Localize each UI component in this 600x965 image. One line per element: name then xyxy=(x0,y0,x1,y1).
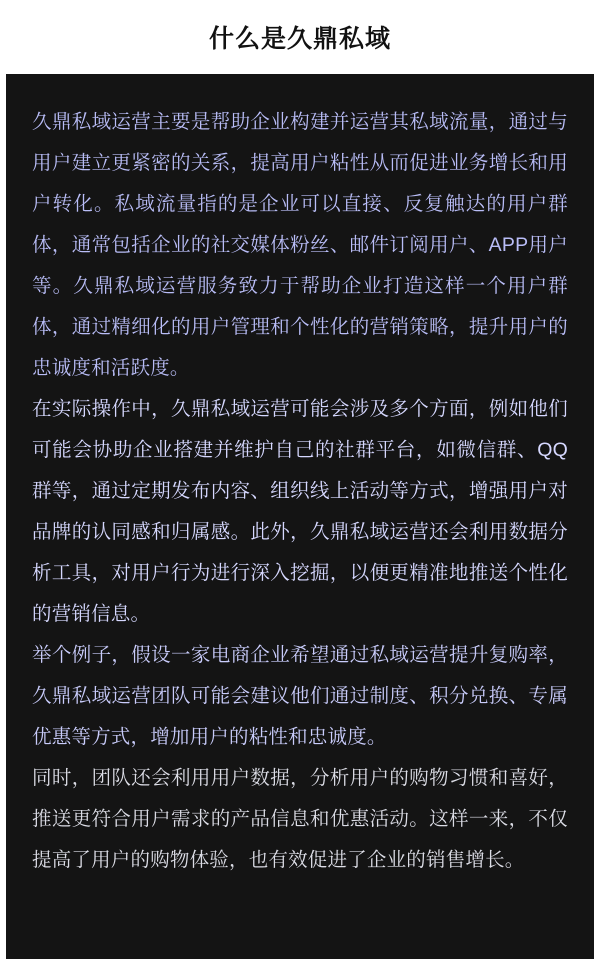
article-paragraph: 举个例子，假设一家电商企业希望通过私域运营提升复购率，久鼎私域运营团队可能会建议他们通过制度、积分兑换、专属优惠等方式，增加用户的粘性和忠诚度。 xyxy=(32,644,568,748)
page-title-bar xyxy=(0,0,600,74)
article-body xyxy=(6,74,594,959)
page-title: 什么是久鼎私域 xyxy=(208,25,391,53)
article-paragraph: 久鼎私域运营主要是帮助企业构建并运营其私域流量，通过与用户建立更紧密的关系，提高用户粘性从而促进业务增长和用户转化。私域流量指的是企业可以直接、反复触达的用户群体，通常包括企业的社交媒体粉丝、邮件订阅用户、APP用户等。久鼎私域运营服务致力于帮助企业打造这样一个用户群体，通过精细化的用户管理和个性化的营销策略，提升用户的忠诚度和活跃度。 xyxy=(32,111,568,379)
article-paragraph: 同时，团队还会利用用户数据，分析用户的购物习惯和喜好，推送更符合用户需求的产品信息和优惠活动。这样一来，不仅提高了用户的购物体验，也有效促进了企业的销售增长。 xyxy=(32,767,568,871)
article-paragraph: 在实际操作中，久鼎私域运营可能会涉及多个方面，例如他们可能会协助企业搭建并维护自己的社群平台，如微信群、QQ群等，通过定期发布内容、组织线上活动等方式，增强用户对品牌的认同感和归属感。此外，久鼎私域运营还会利用数据分析工具，对用户行为进行深入挖掘，以便更精准地推送个性化的营销信息。 xyxy=(32,398,568,625)
